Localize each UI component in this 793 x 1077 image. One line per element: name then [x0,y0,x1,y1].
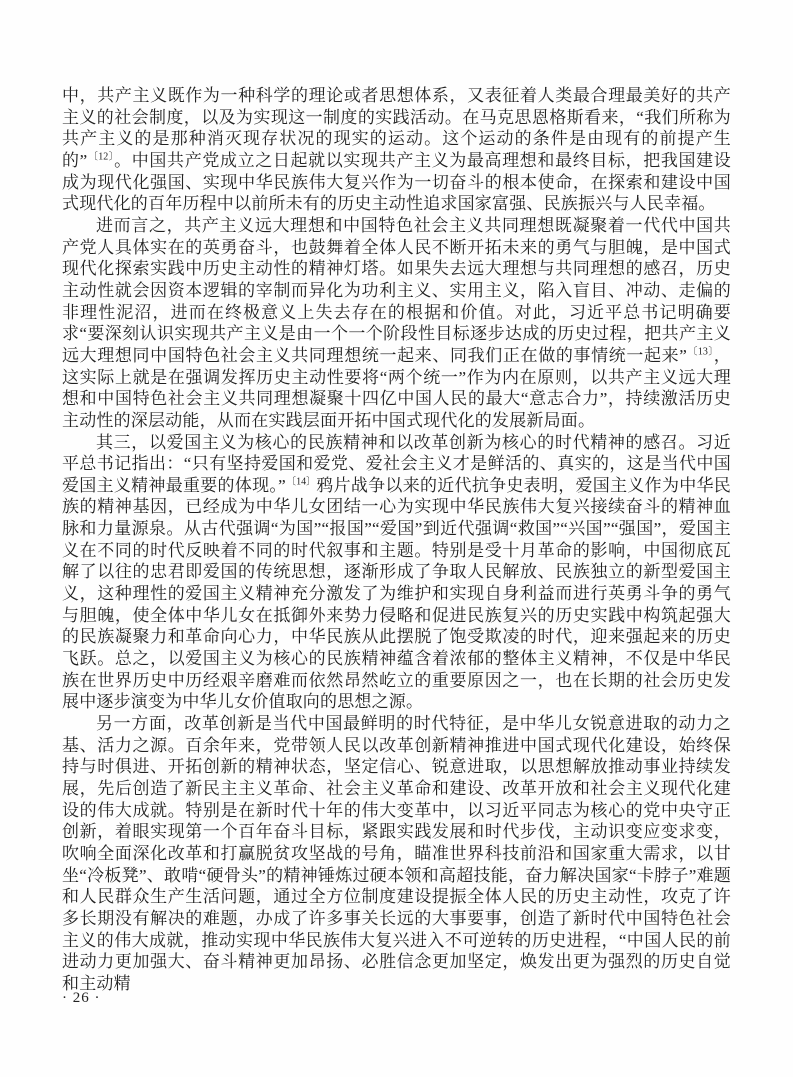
paragraph: 另一方面，改革创新是当代中国最鲜明的时代特征，是中华儿女锐意进取的动力之基、活力之源。百余年来，党带领人民以改革创新精神推进中国式现代化建设，始终保持与时俱进、开拓创新的精神状态，坚定信心、锐意进取，以思想解放推动事业持续发展，先后创造了新民主主义革命、社会主义革命和建设、改革开放和社会主义现代化建设的伟大成就。特别是在新时代十年的伟大变革中，以习近平同志为核心的党中央守正创新，着眼实现第一个百年奋斗目标，紧跟实践发展和时代步伐，主动识变应变求变，吹响全面深化改革和打赢脱贫攻坚战的号角，瞄准世界科技前沿和国家重大需求，以甘坐“冷板凳”、敢啃“硬骨头”的精神锤炼过硬本领和高超技能，奋力解决国家“卡脖子”难题和人民群众生产生活问题，通过全方位制度建设提振全体人民的历史主动性，攻克了许多长期没有解决的难题，办成了许多事关长远的大事要事，创造了新时代中国特色社会主义的伟大成就，推动实现中华民族伟大复兴进入不可逆转的历史进程，“中国人民的前进动力更加强大、奋斗精神更加昂扬、必胜信念更加坚定，焕发出更为强烈的历史自觉和主动精 [62,714,731,993]
citation-marker: 〔12〕 [87,151,115,163]
paragraph: 进而言之，共产主义远大理想和中国特色社会主义共同理想既凝聚着一代代中国共产党人具体实在的英勇奋斗，也鼓舞着全体人民不断开拓未来的勇气与胆魄，是中国式现代化探索实践中历史主动性的精神灯塔。如果失去远大理想与共同理想的感召，历史主动性就会因资本逻辑的宰制而异化为功利主义、实用主义，陷入盲目、冲动、走偏的非理性泥沼，进而在终极意义上失去存在的根据和价值。对此，习近平总书记明确要求“要深刻认识实现共产主义是由一个一个阶段性目标逐步达成的历史过程，把共产主义远大理想同中国特色社会主义共同理想统一起来、同我们正在做的事情统一起来”$^{〔13〕}$，这实际上就是在强调发挥历史主动性要将“两个统一”作为内在原则，以共产主义远大理想和中国特色社会主义共同理想凝聚十四亿中国人民的最大“意志合力”，持续激活历史主动性的深层动能，从而在实践层面开拓中国式现代化的发展新局面。 [62,215,731,430]
paragraph: 其三，以爱国主义为核心的民族精神和以改革创新为核心的时代精神的感召。习近平总书记指出：“只有坚持爱国和爱党、爱社会主义才是鲜活的、真实的，这是当代中国爱国主义精神最重要的体现。”$^{〔14〕}$鸦片战争以来的近代抗争史表明，爱国主义作为中华民族的精神基因，已经成为中华儿女团结一心为实现中华民族伟大复兴接续奋斗的精神血脉和力量源泉。从古代强调“为国”“报国”“爱国”到近代强调“救国”“兴国”“强国”，爱国主义在不同的时代反映着不同的时代叙事和主题。特别是受十月革命的影响，中国彻底瓦解了以往的忠君即爱国的传统思想，逐渐形成了争取人民解放、民族独立的新型爱国主义，这种理性的爱国主义精神充分激发了为维护和实现自身利益而进行英勇斗争的勇气与胆魄，使全体中华儿女在抵御外来势力侵略和促进民族复兴的历史实践中构筑起强大的民族凝聚力和革命向心力，中华民族从此摆脱了饱受欺凌的时代，迎来强起来的历史飞跃。总之，以爱国主义为核心的民族精神蕴含着浓郁的整体主义精神，不仅是中华民族在世界历史中历经艰辛磨难而依然昂然屹立的重要原因之一，也在长期的社会历史发展中逐步演变为中华儿女价值取向的思想之源。 [62,432,731,712]
citation-marker: 〔13〕 [687,346,714,358]
citation-marker: 〔14〕 [285,476,317,488]
body-text [62,85,731,995]
page-number: · 26 · [62,990,101,1006]
paragraph: 中，共产主义既作为一种科学的理论或者思想体系，又表征着人类最合理最美好的共产主义的社会制度，以及为实现这一制度的实践活动。在马克思恩格斯看来，“我们所称为共产主义的是那种消灭现存状况的现实的运动。这个运动的条件是由现有的前提产生的”$^{〔12〕}$。中国共产党成立之日起就以实现共产主义为最高理想和最终目标，把我国建设成为现代化强国、实现中华民族伟大复兴作为一切奋斗的根本使命，在探索和建设中国式现代化的百年历程中以前所未有的历史主动性追求国家富强、民族振兴与人民幸福。 [62,86,732,214]
